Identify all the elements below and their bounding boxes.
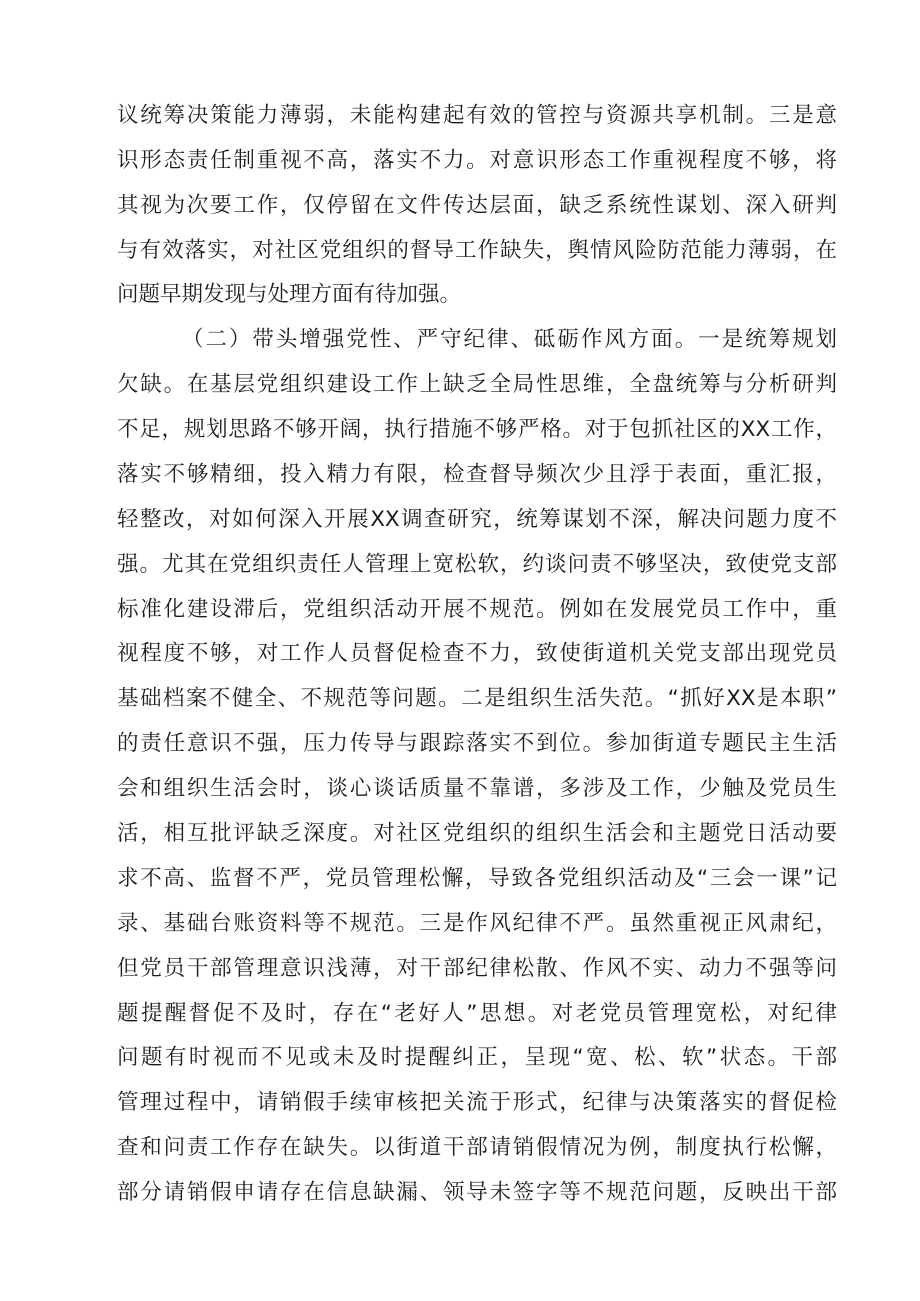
text-line: 题提醒督促不及时，存在“老好人”思想。对老党员管理宽松，对纪律 <box>117 1001 837 1026</box>
text-line: 轻整改，对如何深入开展XX调查研究，统筹谋划不深，解决问题力度不 <box>117 507 837 532</box>
text-line: 管理过程中，请销假手续审核把关流于形式，纪律与决策落实的督促检 <box>117 1090 837 1115</box>
text-line: 部分请销假申请存在信息缺漏、领导未签字等不规范问题，反映出干部 <box>117 1180 837 1205</box>
text-line: 但党员干部管理意识浅薄，对干部纪律松散、作风不实、动力不强等问 <box>117 956 837 981</box>
text-line: 的责任意识不强，压力传导与跟踪落实不到位。参加街道专题民主生活 <box>117 731 837 756</box>
text-line: 标准化建设滞后，党组织活动开展不规范。例如在发展党员工作中，重 <box>117 597 837 622</box>
text-line: 落实不够精细，投入精力有限，检查督导频次少且浮于表面，重汇报， <box>117 462 837 487</box>
section-heading-line: （二）带头增强党性、严守纪律、砥砺作风方面。一是统筹规划 <box>182 327 837 352</box>
text-line: 会和组织生活会时，谈心谈话质量不靠谱，多涉及工作，少触及党员生 <box>117 776 837 801</box>
text-line: 与有效落实，对社区党组织的督导工作缺失，舆情风险防范能力薄弱，在 <box>117 238 837 263</box>
text-line: 其视为次要工作，仅停留在文件传达层面，缺乏系统性谋划、深入研判 <box>117 193 837 218</box>
text-line: 录、基础台账资料等不规范。三是作风纪律不严。虽然重视正风肃纪， <box>117 911 837 936</box>
text-line: 查和问责工作存在缺失。以街道干部请销假情况为例，制度执行松懈， <box>117 1135 837 1160</box>
text-line: 求不高、监督不严，党员管理松懈，导致各党组织活动及“三会一课”记 <box>117 866 837 891</box>
text-line: 不足，规划思路不够开阔，执行措施不够严格。对于包抓社区的XX工作， <box>117 417 837 442</box>
text-line: 问题早期发现与处理方面有待加强。 <box>117 282 462 307</box>
text-line: 欠缺。在基层党组织建设工作上缺乏全局性思维，全盘统筹与分析研判 <box>117 372 837 397</box>
text-line: 强。尤其在党组织责任人管理上宽松软，约谈问责不够坚决，致使党支部 <box>117 552 837 577</box>
text-line: 视程度不够，对工作人员督促检查不力，致使街道机关党支部出现党员 <box>117 641 837 666</box>
text-line: 识形态责任制重视不高，落实不力。对意识形态工作重视程度不够，将 <box>117 148 837 173</box>
text-line: 问题有时视而不见或未及时提醒纠正，呈现“宽、松、软”状态。干部 <box>117 1045 837 1070</box>
text-line: 活，相互批评缺乏深度。对社区党组织的组织生活会和主题党日活动要 <box>117 821 837 846</box>
text-line: 基础档案不健全、不规范等问题。二是组织生活失范。“抓好XX是本职” <box>117 686 837 711</box>
text-line: 议统筹决策能力薄弱，未能构建起有效的管控与资源共享机制。三是意 <box>117 103 837 128</box>
